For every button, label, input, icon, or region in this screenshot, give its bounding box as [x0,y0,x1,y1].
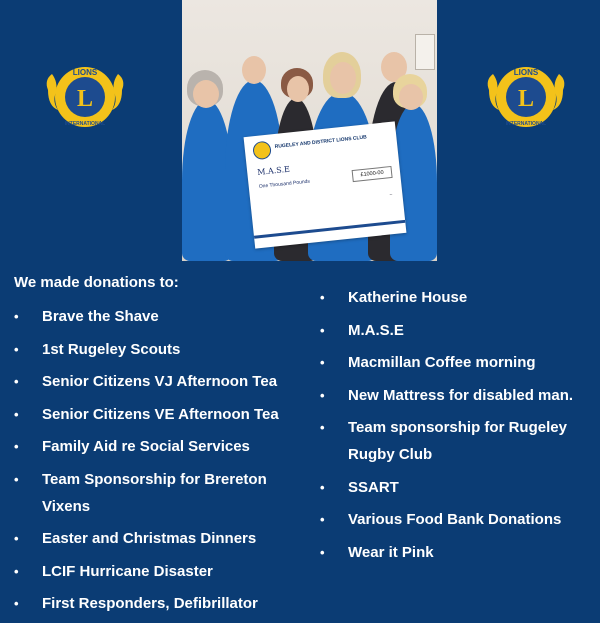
logo-top-text: LIONS [72,68,98,77]
bullet-icon: • [14,374,19,389]
cheque-logo-icon [252,141,272,161]
bullet-icon: • [14,309,19,324]
list-item: • Various Food Bank Donations [348,506,588,533]
logo-bottom-text: INTERNATIONAL [64,121,106,127]
cheque-club-name: RUGELEY AND DISTRICT LIONS CLUB [274,134,368,151]
list-item: • Katherine House [348,284,588,311]
list-item: • Team sponsorship for Rugeley Rugby Club [348,414,588,468]
bullet-icon: • [14,531,19,546]
bullet-icon: • [14,439,19,454]
list-item: • New Mattress for disabled man. [348,382,588,409]
bullet-icon: • [14,406,19,422]
bullet-icon: • [14,596,19,611]
bullet-icon: • [320,479,325,495]
logo-bottom-text: INTERNATIONAL [505,121,547,127]
logo-letter: L [76,86,94,112]
bullet-icon: • [14,341,19,357]
list-item: • Senior Citizens VE Afternoon Tea [42,401,304,428]
lions-logo-right [485,62,567,132]
cheque-amount-words: One Thousand Pounds [258,178,311,190]
bullet-icon: • [320,387,325,403]
list-item: • 1st Rugeley Scouts [42,336,304,363]
list-item: • Wear it Pink [348,539,588,566]
cheque-payee: M.A.S.E [256,164,291,177]
bullet-icon: • [320,290,325,305]
donations-list-right [320,284,588,571]
list-item: • M.A.S.E [348,317,588,344]
list-item: • Family Aid re Social Services [42,433,304,460]
bullet-icon: • [320,544,325,560]
bullet-icon: • [14,471,19,487]
donations-heading: We made donations to: [14,274,179,291]
bullet-icon: • [14,563,19,579]
logo-letter: L [517,86,535,112]
logo-top-text: LIONS [513,68,539,77]
list-item: • Team Sponsorship for Brereton Vixens [42,466,304,520]
list-item: • SSART [348,474,588,501]
bullet-icon: • [320,355,325,370]
lions-emblem-icon [44,62,126,132]
list-item: • Brave the Shave [42,303,304,330]
donation-cheque [244,121,407,248]
wall-picture [415,34,435,70]
cheque-signature: ~ [389,192,393,199]
list-item: • LCIF Hurricane Disaster [42,558,304,585]
bullet-icon: • [320,512,325,527]
list-item: • Senior Citizens VJ Afternoon Tea [42,368,304,395]
lions-logo-left [44,62,126,132]
list-item: • Macmillan Coffee morning [348,349,588,376]
bullet-icon: • [320,420,325,435]
list-item: • First Responders, Defibrillator [42,590,304,617]
lions-emblem-icon [485,62,567,132]
donations-list-left [14,303,304,623]
bullet-icon: • [320,322,325,338]
list-item: • Easter and Christmas Dinners [42,525,304,552]
cheque-amount: £1000-00 [352,166,393,182]
